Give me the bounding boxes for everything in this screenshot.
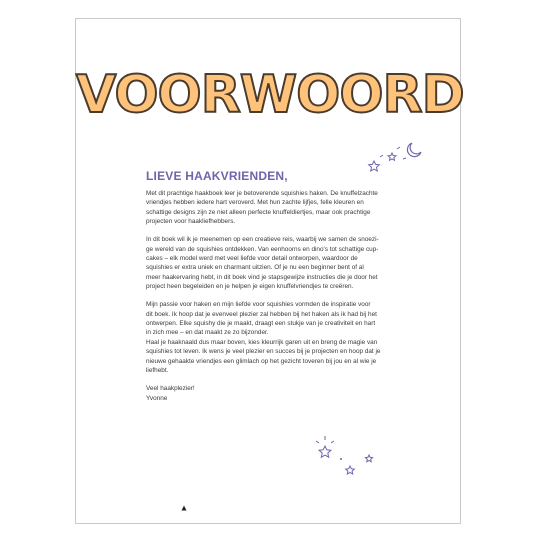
star-icon xyxy=(388,153,396,160)
sparkle-icon xyxy=(403,158,406,159)
page-corner-icon xyxy=(181,505,187,511)
signature: Yvonne xyxy=(146,394,168,402)
star-icon xyxy=(319,446,331,457)
sparkle-icon xyxy=(397,147,400,149)
stars-doodle xyxy=(311,433,381,479)
text-line: dit boek. Ik hoop dat je evenveel plezier zal hebben bij het haken als ik had bij het xyxy=(146,310,377,318)
sparkle-icon xyxy=(340,458,342,460)
star-icon xyxy=(365,455,372,462)
page-title: VOORWOORD xyxy=(76,65,464,125)
text-line: Mijn passie voor haken en mijn liefde voor squishies vormden de inspiratie voor xyxy=(146,301,371,309)
paragraph xyxy=(146,189,446,226)
foreword-body xyxy=(146,189,446,403)
text-line: Met dit prachtige haakboek leer je betoverende squishies haken. De knuffelzachte xyxy=(146,190,378,197)
text-line: ontwerpen. Elke squishy die je maakt, draagt een stukje van je creativiteit en hart xyxy=(146,320,376,328)
book-page xyxy=(75,18,464,524)
text-line: schattige designs zijn ze niet alleen perfecte knuffeldiertjes, maar ook prachtige xyxy=(146,208,371,216)
text-line: liefhebt. xyxy=(146,366,169,374)
text-line: nieuwe gehaakte vriendjes een glimlach op het gezicht toveren bij jou en al wie je xyxy=(146,357,377,365)
sign-off xyxy=(146,384,446,403)
text-line: ge wereld van de squishies ontdekken. Van eenhoorns en dino's tot schattige cup- xyxy=(146,245,379,253)
text-line: project heen begeleiden en je helpen je eigen knuffelvriendjes te creëren. xyxy=(146,283,354,291)
moon-icon xyxy=(407,143,421,157)
text-line: squishies tot leven. Ik wens je veel plezier en succes bij je projecten en hoop dat je xyxy=(146,348,381,356)
star-icon xyxy=(369,161,380,171)
closing-line: Veel haakplezier! xyxy=(146,385,195,393)
text-line: Haal je haaknaald dus maar boven, kies kleurrijk garen uit en breng de magie van xyxy=(146,338,378,346)
sparkle-icon xyxy=(316,441,319,443)
text-line: vriendjes hebben iedere hart veroverd. Met hun zachte lijfjes, felle kleuren en xyxy=(146,199,364,207)
sparkle-icon xyxy=(380,155,383,157)
text-line: meer haakervaring hebt, in dit boek vind je stapsgewijze instructies die je door het xyxy=(146,273,378,281)
greeting-heading: LIEVE HAAKVRIENDEN, xyxy=(146,169,288,183)
text-line: In dit boek wil ik je meenemen op een creatieve reis, waarbij we samen de snoezi- xyxy=(146,236,379,244)
moon-stars-doodle xyxy=(366,139,426,179)
text-line: in zich mee – en dat maakt ze zo bijzonder. xyxy=(146,329,269,337)
star-icon xyxy=(346,466,355,474)
paragraph xyxy=(146,300,446,375)
text-line: projecten voor haakliefhebbers. xyxy=(146,218,236,226)
text-line: squishies er extra uniek en charmant uitzien. Of je nu een beginner bent of al xyxy=(146,264,364,272)
text-line: cakes – elk model werd met veel liefde voor detail ontworpen, waardoor de xyxy=(146,255,358,263)
paragraph xyxy=(146,235,446,291)
sparkle-icon xyxy=(331,441,334,443)
